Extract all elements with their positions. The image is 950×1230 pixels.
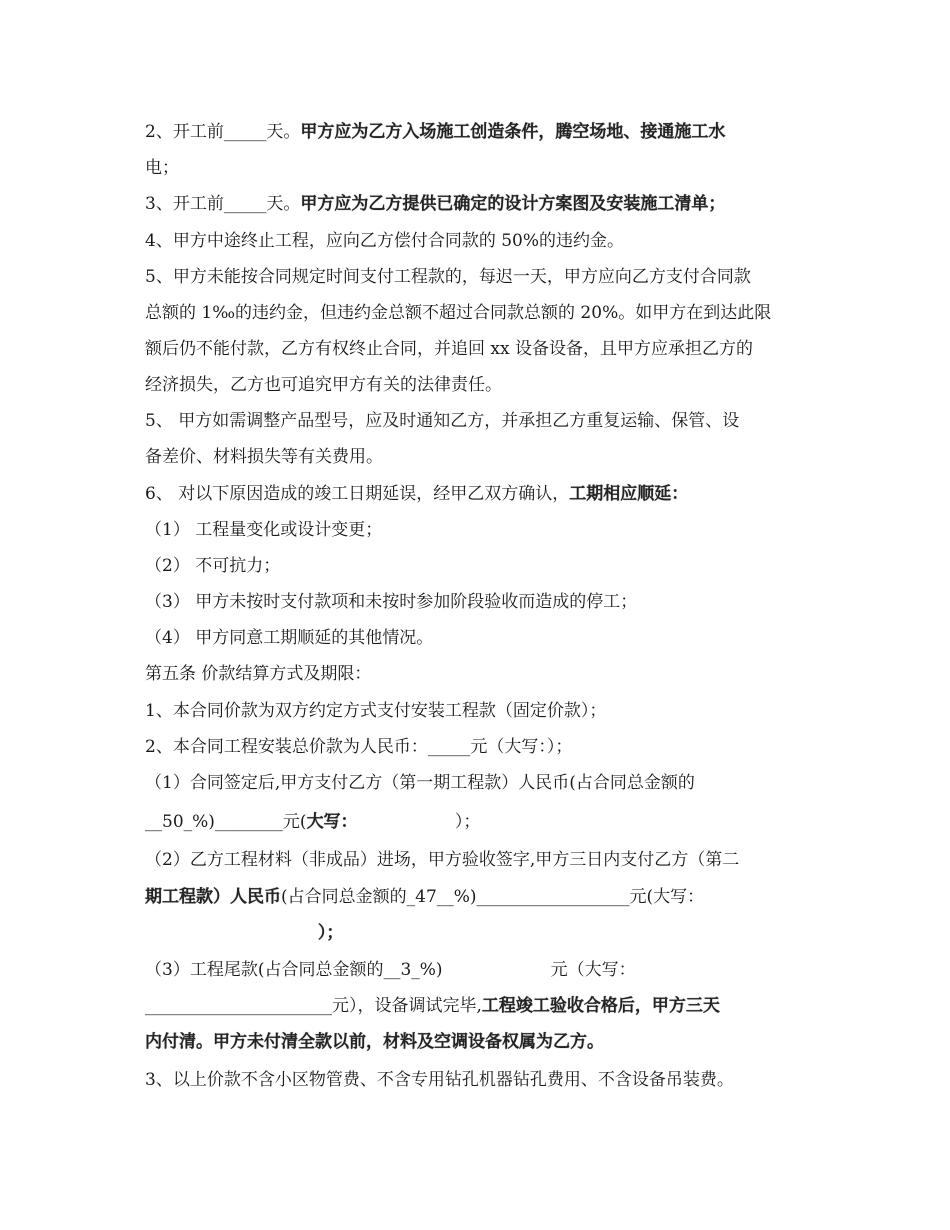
- line-text-tail: ）；: [357, 812, 481, 832]
- text-line: [145, 994, 825, 1018]
- line-text: （2）乙方工程材料（非成品）进场，甲方验收签字,甲方三日内支付乙方（第二: [145, 850, 740, 870]
- text-line: [145, 373, 825, 397]
- line-text: （3）工程尾款(占合同总金额的__3_%) 元（大写：: [145, 960, 636, 980]
- line-emphasis: ）；: [317, 923, 344, 943]
- text-line: [145, 771, 825, 795]
- line-emphasis: 期工程款）人民币: [145, 887, 281, 907]
- text-line: [145, 554, 825, 578]
- text-line: [145, 590, 825, 614]
- text-line: [145, 1030, 825, 1054]
- line-text: 总额的 1‰的违约金，但违约金总额不超过合同款总额的 20%。如甲方在到达此限: [145, 303, 772, 323]
- line-text: 第五条 价款结算方式及期限：: [145, 664, 372, 684]
- line-text: 1、本合同价款为双方约定方式支付安装工程款（固定价款）；: [145, 701, 607, 721]
- line-text: 3、开工前_____天。: [145, 194, 301, 214]
- text-line: [145, 626, 825, 650]
- text-line: [145, 518, 825, 542]
- line-text: （2） 不可抗力；: [145, 556, 281, 576]
- line-text: 5、 甲方如需调整产品型号，应及时通知乙方，并承担乙方重复运输、保管、设: [145, 411, 740, 431]
- text-line: [145, 699, 825, 723]
- text-line: [145, 445, 825, 469]
- text-line: [145, 958, 825, 982]
- line-emphasis: 大写：: [306, 812, 358, 832]
- line-text: 额后仍不能付款，乙方有权终止合同，并追回 xx 设备设备，且甲方应承担乙方的: [145, 339, 753, 359]
- line-text: （4） 甲方同意工期顺延的其他情况。: [145, 628, 434, 648]
- line-text: __50_%)________元(: [145, 812, 307, 832]
- text-line: [145, 810, 825, 834]
- text-line: [145, 337, 825, 361]
- line-text: （1） 工程量变化或设计变更；: [145, 520, 383, 540]
- line-text: （1）合同签定后,甲方支付乙方（第一期工程款）人民币(占合同总金额的: [145, 773, 695, 793]
- line-text: 4、甲方中途终止工程，应向乙方偿付合同款的 50%的违约金。: [145, 231, 625, 251]
- line-text: 电；: [145, 158, 179, 178]
- section-heading: [145, 662, 825, 686]
- text-line: [145, 265, 825, 289]
- line-text: （3） 甲方未按时支付款项和未按时参加阶段验收而造成的停工；: [145, 592, 638, 612]
- text-line: [145, 1068, 825, 1092]
- line-text: 备差价、材料损失等有关费用。: [145, 447, 383, 467]
- line-text: 经济损失，乙方也可追究甲方有关的法律责任。: [145, 375, 502, 395]
- text-line: [145, 156, 825, 180]
- text-line: [145, 921, 825, 945]
- line-text: [145, 923, 318, 943]
- line-emphasis: 内付清。甲方未付清全款以前，材料及空调设备权属为乙方。: [145, 1032, 604, 1052]
- line-text: 2、开工前_____天。: [145, 122, 301, 142]
- text-line: [145, 735, 825, 759]
- text-line: [145, 229, 825, 253]
- line-emphasis: 工期相应顺延：: [569, 484, 689, 504]
- text-line: [145, 885, 825, 909]
- text-line: [145, 482, 825, 506]
- text-line: [145, 192, 825, 216]
- line-text: 2、本合同工程安装总价款为人民币：_____元（大写：）；: [145, 737, 573, 757]
- text-line: [145, 120, 825, 144]
- line-emphasis: 工程竣工验收合格后，甲方三天: [481, 996, 720, 1016]
- line-emphasis: 甲方应为乙方入场施工创造条件，腾空场地、接通施工水: [300, 122, 726, 142]
- line-text: ______________________元），设备调试完毕,: [145, 996, 482, 1016]
- line-text: 6、 对以下原因造成的竣工日期延误，经甲乙双方确认，: [145, 484, 570, 504]
- text-line: [145, 409, 825, 433]
- line-text: 3、以上价款不含小区物管费、不含专用钻孔机器钻孔费用、不含设备吊装费。: [145, 1070, 734, 1090]
- line-text-tail: (占合同总金额的_47__%)__________________元(大写：: [281, 887, 705, 907]
- text-line: [145, 848, 825, 872]
- line-emphasis: 甲方应为乙方提供已确定的设计方案图及安装施工清单；: [300, 194, 726, 214]
- line-text: 5、甲方未能按合同规定时间支付工程款的，每迟一天，甲方应向乙方支付合同款: [145, 267, 751, 287]
- text-line: [145, 301, 825, 325]
